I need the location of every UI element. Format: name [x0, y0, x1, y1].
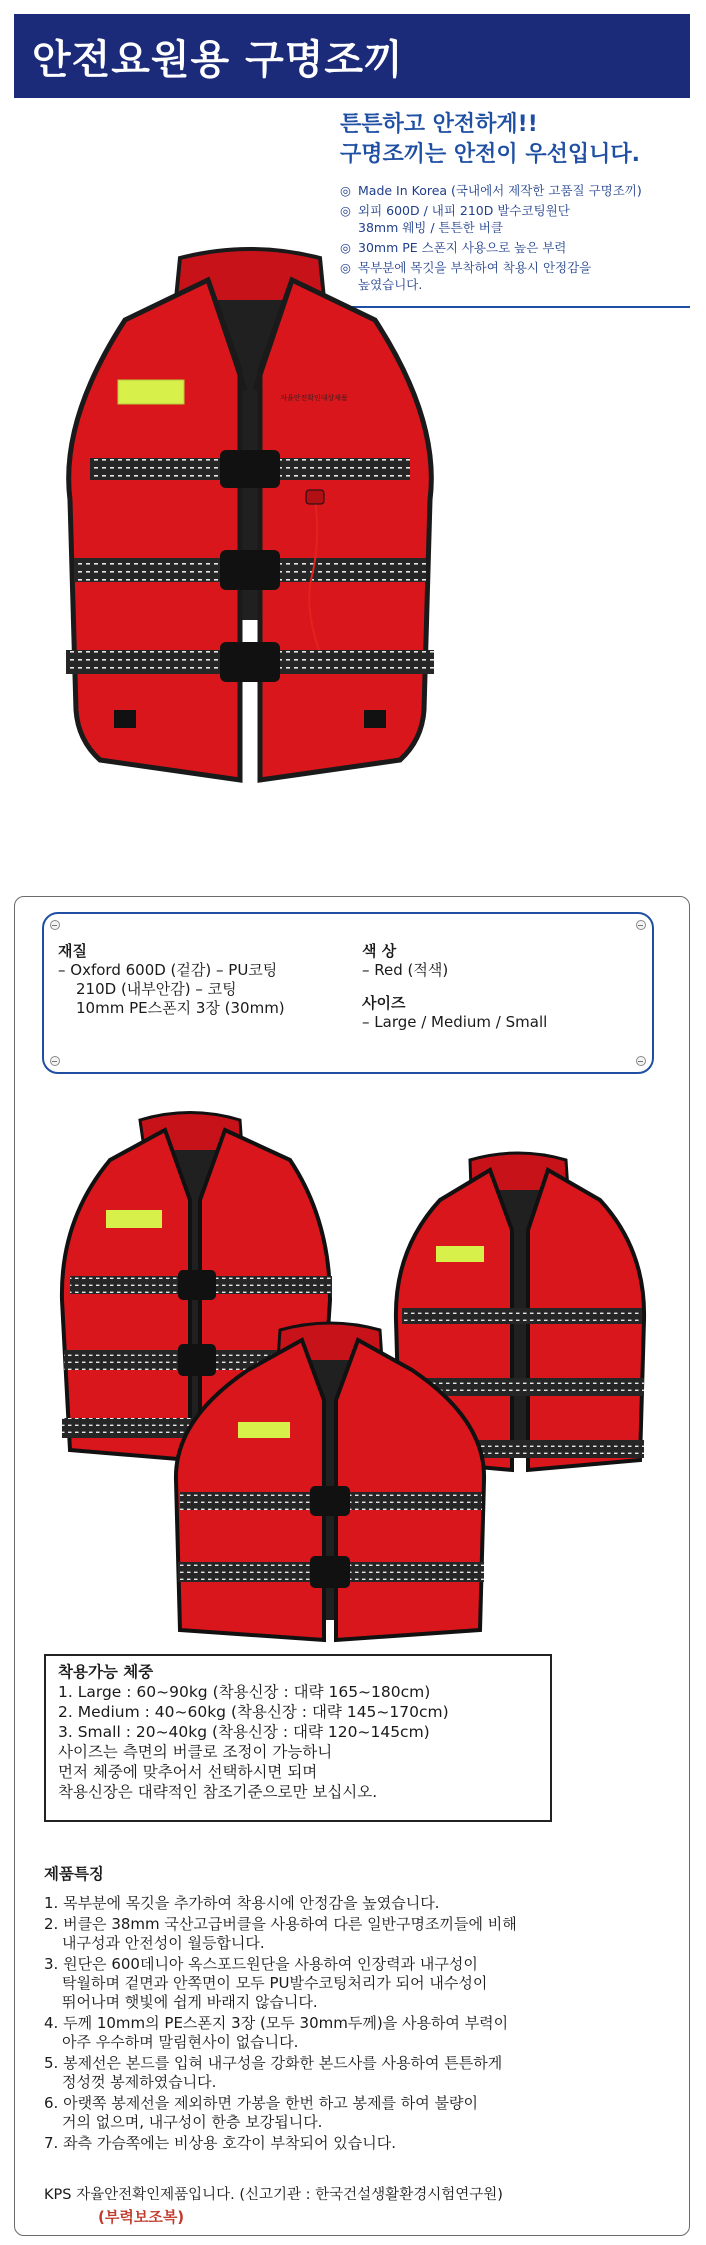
screw-icon — [50, 1056, 60, 1066]
slogan-line-2: 구명조끼는 안전이 우선입니다. — [340, 142, 640, 167]
color-value: – Red (적색) — [362, 961, 449, 979]
feature-point — [44, 1955, 664, 2012]
feature-point-text: 뛰어나며 햇빛에 쉽게 바래지 않습니다. — [62, 1993, 318, 2011]
feature-point-text: 거의 없으며, 내구성이 한층 보강됩니다. — [62, 2113, 323, 2131]
material-line: 10mm PE스폰지 3장 (30mm) — [76, 999, 285, 1017]
bullet-icon: ◎ — [340, 260, 351, 275]
screw-icon — [50, 920, 60, 930]
material-line: 210D (내부안감) – 코팅 — [76, 980, 237, 998]
bullet-icon: ◎ — [340, 203, 351, 218]
feature-point — [44, 1894, 664, 1913]
slogan-line-1: 튼튼하고 안전하게!! — [340, 112, 538, 137]
feature-point-text: 3. 원단은 600데니아 옥스포드원단을 사용하여 인장력과 내구성이 — [44, 1955, 478, 1973]
product-features-title: 제품특징 — [44, 1865, 104, 1883]
spec-box — [42, 912, 654, 1074]
feature-point — [44, 2134, 664, 2153]
vest-label-text: 자율안전확인대상제품 — [280, 394, 348, 402]
header-banner — [14, 14, 690, 98]
feature-text: 높였습니다. — [358, 277, 423, 292]
vest-sizes-image — [40, 1100, 680, 1660]
wear-line: 1. Large : 60~90kg (착용신장 : 대략 165~180cm) — [58, 1683, 431, 1701]
wear-line: 사이즈는 측면의 버클로 조정이 가능하니 — [58, 1743, 333, 1761]
wearable-weight-box — [44, 1654, 552, 1822]
color-size-spec — [362, 942, 622, 1032]
size-value: – Large / Medium / Small — [362, 1013, 548, 1031]
wear-line: 먼저 체중에 맞추어서 선택하시면 되며 — [58, 1763, 318, 1781]
banner-title: 안전요원용 구명조끼 — [32, 37, 404, 83]
wear-title: 착용가능 체중 — [58, 1663, 154, 1681]
material-heading: 재질 — [58, 942, 87, 960]
feature-point — [44, 1915, 664, 1953]
bullet-icon: ◎ — [340, 240, 351, 255]
slogan — [340, 110, 700, 170]
feature-point-text: 7. 좌측 가슴쪽에는 비상용 호각이 부착되어 있습니다. — [44, 2134, 396, 2152]
size-heading: 사이즈 — [362, 994, 406, 1012]
material-spec — [58, 942, 388, 1018]
feature-text: 38mm 웨빙 / 튼튼한 버클 — [358, 220, 503, 235]
product-features — [44, 1862, 664, 2155]
feature-point-text: 5. 봉제선은 본드를 입혀 내구성을 강화한 본드사를 사용하여 튼튼하게 — [44, 2054, 503, 2072]
feature-text: 목부분에 목깃을 부착하여 착용시 안정감을 — [358, 260, 592, 275]
screw-icon — [636, 1056, 646, 1066]
feature-point — [44, 2054, 664, 2092]
life-vest-image — [30, 240, 470, 800]
wear-line: 2. Medium : 40~60kg (착용신장 : 대략 145~170cm) — [58, 1703, 449, 1721]
feature-text: 외피 600D / 내피 210D 발수코팅원단 — [358, 203, 570, 218]
kps-certification: KPS 자율안전확인제품입니다. (신고기관 : 한국건설생활환경시험연구원) — [44, 2187, 503, 2203]
feature-point — [44, 2094, 664, 2132]
feature-point-text: 1. 목부분에 목깃을 추가하여 착용시에 안정감을 높였습니다. — [44, 1894, 440, 1912]
feature-item — [340, 182, 690, 199]
feature-point-text: 정성껏 봉제하였습니다. — [62, 2073, 217, 2091]
feature-point-text: 아주 우수하며 말림현사이 없습니다. — [62, 2033, 299, 2051]
feature-text: Made In Korea (국내에서 제작한 고품질 구명조끼) — [358, 183, 642, 198]
feature-point-text: 내구성과 안전성이 월등합니다. — [62, 1934, 265, 1952]
bullet-icon: ◎ — [340, 183, 351, 198]
material-line: – Oxford 600D (겉감) – PU코팅 — [58, 961, 278, 979]
feature-item — [340, 202, 690, 236]
wear-line: 3. Small : 20~40kg (착용신장 : 대략 120~145cm) — [58, 1723, 430, 1741]
wear-line: 착용신장은 대략적인 참조기준으로만 보십시오. — [58, 1783, 378, 1801]
kps-category: (부력보조복) — [98, 2208, 185, 2226]
feature-point-text: 2. 버클은 38mm 국산고급버클을 사용하여 다른 일반구명조끼들에 비해 — [44, 1915, 517, 1933]
color-heading: 색 상 — [362, 942, 397, 960]
feature-text: 30mm PE 스폰지 사용으로 높은 부력 — [358, 240, 567, 255]
feature-point-text: 탁월하며 겉면과 안쪽면이 모두 PU발수코팅처리가 되어 내수성이 — [62, 1974, 488, 1992]
feature-point-text: 6. 아랫쪽 봉제선을 제외하면 가봉을 한번 하고 봉제를 하여 불량이 — [44, 2094, 478, 2112]
feature-point — [44, 2014, 664, 2052]
feature-point-text: 4. 두께 10mm의 PE스폰지 3장 (모두 30mm두께)을 사용하여 부력이 — [44, 2014, 509, 2032]
screw-icon — [636, 920, 646, 930]
